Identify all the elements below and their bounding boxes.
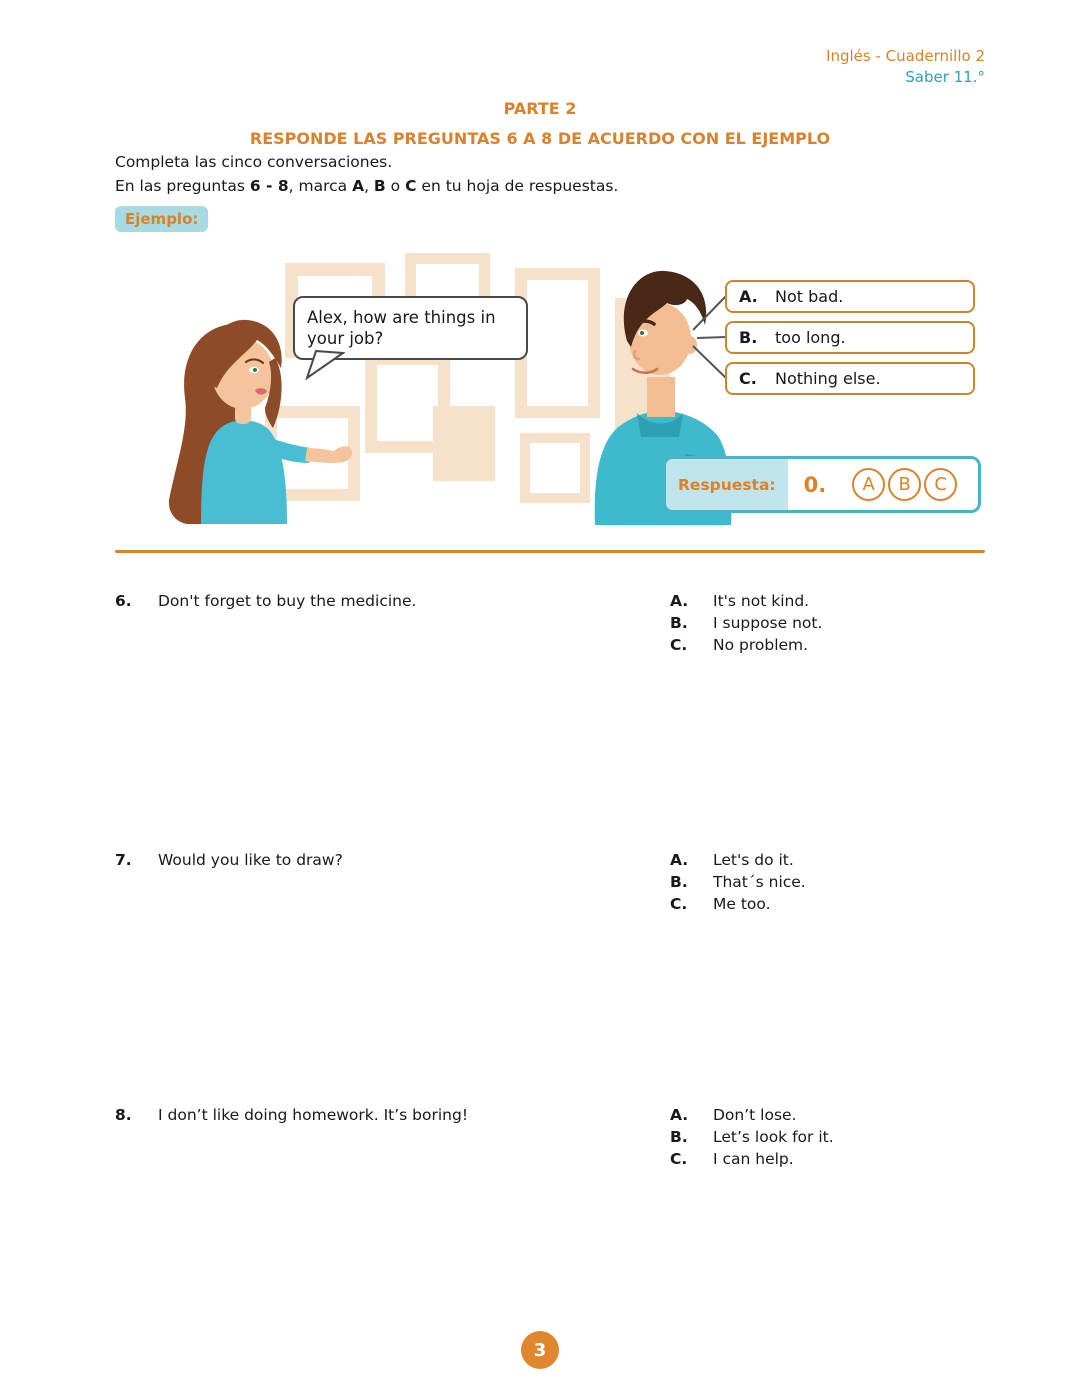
option-text: Not bad.	[775, 287, 844, 306]
question-options	[670, 849, 806, 915]
respuesta-box	[663, 456, 981, 513]
question-number: 7.	[115, 851, 132, 869]
booklet-title: Inglés - Cuadernillo 2	[826, 47, 985, 65]
exam-name: Saber 11.°	[905, 68, 985, 86]
example-option-c	[725, 362, 975, 395]
answer-option-b[interactable]: B. That´s nice.	[670, 873, 806, 891]
question-number: 6.	[115, 592, 132, 610]
question-options	[670, 590, 822, 656]
answer-option-c[interactable]: C. No problem.	[670, 636, 809, 654]
answer-bubble-a[interactable]: A	[852, 468, 885, 501]
part-title: PARTE 2	[503, 99, 577, 118]
answer-option-c[interactable]: C. I can help.	[670, 1150, 794, 1168]
question-prompt: Would you like to draw?	[158, 851, 343, 869]
question-options	[670, 1104, 834, 1170]
answer-bubbles	[852, 468, 957, 501]
instruction-line-1: Completa las cinco conversaciones.	[115, 153, 393, 171]
option-letter: B.	[739, 328, 758, 347]
section-divider	[115, 550, 985, 553]
page-number: 3	[521, 1331, 559, 1369]
answer-option-a[interactable]: A. It's not kind.	[670, 592, 810, 610]
speech-bubble: Alex, how are things in your job?	[293, 296, 528, 360]
answer-option-a[interactable]: A. Let's do it.	[670, 851, 794, 869]
option-letter: A.	[739, 287, 758, 306]
example-option-b	[725, 321, 975, 354]
answer-option-b[interactable]: B. Let’s look for it.	[670, 1128, 834, 1146]
respuesta-label: Respuesta:	[666, 459, 788, 510]
example-option-a	[725, 280, 975, 313]
question-prompt: I don’t like doing homework. It’s boring!	[158, 1106, 469, 1124]
answer-option-b[interactable]: B. I suppose not.	[670, 614, 823, 632]
speech-bubble-tail	[303, 350, 345, 380]
option-text: too long.	[775, 328, 846, 347]
ejemplo-badge: Ejemplo:	[115, 206, 208, 232]
example-illustration	[115, 238, 985, 525]
answer-option-a[interactable]: A. Don’t lose.	[670, 1106, 797, 1124]
question-number: 8.	[115, 1106, 132, 1124]
answer-bubble-c[interactable]: C	[924, 468, 957, 501]
answer-bubble-b[interactable]: B	[888, 468, 921, 501]
page-header	[826, 46, 985, 88]
instruction-heading: RESPONDE LAS PREGUNTAS 6 A 8 DE ACUERDO CON EL EJEMPLO	[249, 129, 831, 148]
answer-option-c[interactable]: C. Me too.	[670, 895, 771, 913]
option-letter: C.	[739, 369, 757, 388]
question-prompt: Don't forget to buy the medicine.	[158, 592, 417, 610]
respuesta-number: 0.	[803, 472, 827, 497]
instruction-line-2: En las preguntas 6 - 8, marca A, B o C en tu hoja de respuestas.	[115, 177, 619, 195]
option-text: Nothing else.	[775, 369, 881, 388]
